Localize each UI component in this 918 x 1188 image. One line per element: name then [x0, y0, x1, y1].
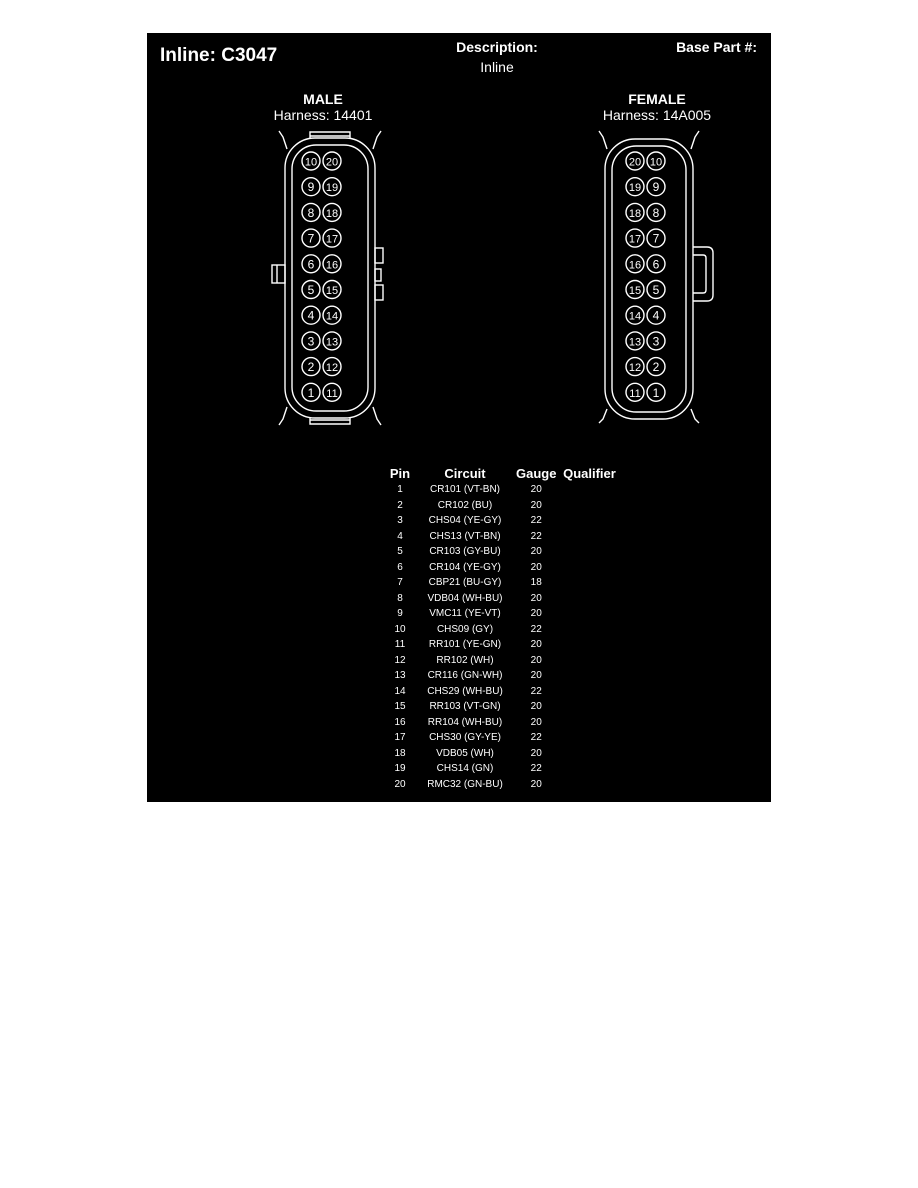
male-pin-label: 8 [307, 205, 315, 220]
table-row [383, 668, 619, 684]
header-pin: Pin [389, 466, 411, 481]
male-pin-label: 19 [325, 182, 339, 195]
female-harness: Harness: 14A005 [602, 107, 712, 123]
gauge-cell: 22 [530, 623, 542, 635]
qualifier-cell [559, 668, 619, 684]
male-pin-label: 5 [307, 283, 315, 297]
qualifier-cell [559, 637, 619, 653]
female-pin-label: 12 [628, 362, 642, 375]
pin-cell: 13 [394, 670, 406, 681]
header-circuit: Circuit [444, 466, 486, 481]
female-hook-br [691, 409, 699, 423]
pin-cell: 1 [397, 484, 403, 495]
female-pin-label: 10 [649, 156, 663, 169]
gauge-cell: 20 [530, 716, 542, 728]
male-hook-br [373, 407, 381, 425]
male-pin-label: 3 [307, 334, 315, 349]
circuit-cell: CHS29 (WH-BU) [427, 685, 503, 697]
male-pin-label: 13 [325, 336, 339, 349]
circuit-cell: VDB05 (WH) [436, 747, 494, 759]
female-pin-label: 11 [629, 387, 641, 400]
female-pin-label: 7 [652, 231, 660, 246]
description-value: Inline [480, 59, 514, 75]
female-pin-label: 9 [652, 180, 660, 195]
male-connector [272, 131, 383, 425]
male-pin-label: 14 [325, 310, 339, 323]
pin-cell: 8 [397, 592, 403, 604]
circuit-cell: CHS04 (YE-GY) [428, 515, 502, 526]
female-pin-label: 17 [628, 233, 642, 246]
female-pin-label: 4 [652, 308, 660, 323]
male-pin-label: 17 [325, 233, 339, 246]
male-harness: Harness: 14401 [273, 107, 373, 123]
circuit-cell: RR101 (YE-GN) [428, 639, 502, 650]
male-pin-label: 10 [304, 156, 318, 169]
male-pin-label: 16 [325, 259, 339, 272]
pin-cell: 17 [394, 732, 406, 743]
gauge-cell: 20 [530, 546, 542, 557]
table-row [383, 761, 619, 777]
male-pin-label: 1 [307, 385, 315, 400]
qualifier-cell [559, 777, 619, 793]
male-right-tab-2 [375, 269, 381, 281]
table-row [383, 591, 619, 607]
header-qualifier: Qualifier [563, 466, 616, 481]
male-pin-label: 18 [325, 207, 339, 220]
table-row [383, 699, 619, 715]
male-hook-tl [279, 131, 287, 149]
table-row [383, 637, 619, 653]
gauge-cell: 20 [530, 639, 542, 650]
pin-cell: 15 [394, 701, 406, 712]
pin-cell: 14 [394, 685, 406, 697]
male-pin-label: 15 [325, 285, 339, 297]
female-pin-label: 1 [652, 385, 660, 400]
circuit-cell: VMC11 (YE-VT) [429, 608, 501, 619]
table-row [383, 622, 619, 638]
table-row [383, 513, 619, 529]
gauge-cell: 22 [530, 685, 542, 697]
gauge-cell: 22 [530, 530, 542, 542]
pin-cell: 2 [397, 499, 403, 511]
qualifier-cell [559, 699, 619, 715]
header-gauge: Gauge [516, 466, 557, 481]
circuit-cell: CHS14 (GN) [436, 763, 494, 774]
pin-cell: 9 [397, 608, 403, 619]
gauge-cell: 20 [530, 484, 542, 495]
qualifier-cell [559, 591, 619, 607]
qualifier-cell [559, 622, 619, 638]
pin-cell: 6 [397, 561, 403, 573]
gauge-cell: 22 [530, 515, 542, 526]
qualifier-cell [559, 746, 619, 762]
table-row [383, 575, 619, 591]
circuit-cell: CR116 (GN-WH) [427, 670, 503, 681]
table-row [383, 715, 619, 731]
pin-cell: 12 [394, 654, 406, 666]
male-pin-label: 4 [307, 308, 315, 323]
male-right-tab-1 [375, 248, 383, 263]
female-pin-label: 15 [628, 285, 642, 297]
table-row [383, 684, 619, 700]
male-pin-label: 20 [325, 156, 339, 169]
male-hook-tr [373, 131, 381, 149]
female-pin-label: 18 [628, 207, 642, 220]
male-pin-label: 9 [307, 180, 315, 195]
qualifier-cell [559, 715, 619, 731]
circuit-cell: RR102 (WH) [436, 654, 494, 666]
male-pin-label: 2 [307, 360, 315, 375]
circuit-cell: CR104 (YE-GY) [429, 561, 501, 573]
base-part-label: Base Part #: [676, 39, 757, 55]
female-pin-label: 3 [652, 334, 660, 349]
qualifier-cell [559, 513, 619, 529]
qualifier-cell [559, 761, 619, 777]
table-row [383, 653, 619, 669]
pin-cell: 20 [394, 778, 406, 790]
qualifier-cell [559, 684, 619, 700]
qualifier-cell [559, 529, 619, 545]
qualifier-cell [559, 544, 619, 560]
circuit-cell: CR103 (GY-BU) [429, 546, 501, 557]
table-row [383, 529, 619, 545]
connector-drawings [147, 33, 771, 463]
table-row [383, 606, 619, 622]
pin-circuit-table [383, 465, 619, 792]
pin-cell: 7 [397, 577, 403, 588]
pin-cell: 5 [397, 546, 403, 557]
gauge-cell: 18 [530, 577, 542, 588]
circuit-cell: RR103 (VT-GN) [429, 701, 501, 712]
male-pin-label: 11 [326, 387, 338, 400]
table-row [383, 746, 619, 762]
female-hook-bl [599, 409, 607, 423]
gauge-cell: 22 [530, 763, 542, 774]
circuit-cell: CHS09 (GY) [436, 623, 494, 635]
table-row [383, 498, 619, 514]
female-pin-label: 8 [652, 205, 660, 220]
description-label: Description: [456, 39, 538, 55]
qualifier-cell [559, 482, 619, 498]
female-pin-label: 6 [652, 257, 660, 272]
gauge-cell: 20 [530, 499, 542, 511]
male-pin-label: 6 [307, 257, 315, 272]
female-hook-tr [691, 131, 699, 149]
gauge-cell: 22 [530, 732, 542, 743]
circuit-cell: RR104 (WH-BU) [427, 716, 503, 728]
qualifier-cell [559, 560, 619, 576]
table-header-row [383, 465, 619, 482]
male-pin-label: 12 [325, 362, 339, 375]
circuit-cell: VDB04 (WH-BU) [427, 592, 503, 604]
table-row [383, 544, 619, 560]
qualifier-cell [559, 653, 619, 669]
pin-cell: 11 [394, 639, 406, 650]
circuit-cell: CR102 (BU) [437, 499, 493, 511]
table-row [383, 560, 619, 576]
circuit-cell: CBP21 (BU-GY) [428, 577, 502, 588]
pin-cell: 19 [394, 763, 406, 774]
gauge-cell: 20 [530, 747, 542, 759]
circuit-cell: CHS13 (VT-BN) [429, 530, 501, 542]
gauge-cell: 20 [530, 701, 542, 712]
gauge-cell: 20 [530, 592, 542, 604]
female-connector [599, 131, 713, 423]
connector-panel [147, 33, 771, 802]
pin-cell: 4 [397, 530, 403, 542]
pin-cell: 16 [394, 716, 406, 728]
circuit-cell: CR101 (VT-BN) [429, 484, 500, 495]
circuit-cell: CHS30 (GY-YE) [429, 732, 501, 743]
female-pin-label: 19 [628, 182, 642, 195]
male-label: MALE [303, 91, 343, 107]
female-pin-label: 13 [628, 336, 642, 349]
male-left-tab [272, 265, 285, 283]
female-pin-label: 2 [652, 360, 660, 375]
table-row [383, 777, 619, 793]
female-pin-label: 20 [628, 156, 642, 169]
female-hook-tl [599, 131, 607, 149]
gauge-cell: 20 [530, 654, 542, 666]
male-pin-label: 7 [307, 231, 315, 246]
pin-cell: 18 [394, 747, 406, 759]
female-pin-label: 14 [628, 310, 642, 323]
pin-cell: 10 [394, 623, 406, 635]
pin-cell: 3 [397, 515, 403, 526]
circuit-cell: RMC32 (GN-BU) [427, 778, 503, 790]
gauge-cell: 20 [530, 670, 542, 681]
gauge-cell: 20 [530, 561, 542, 573]
connector-title: Inline: C3047 [160, 45, 278, 66]
table-row [383, 482, 619, 498]
gauge-cell: 20 [530, 608, 542, 619]
male-hook-bl [279, 407, 287, 425]
qualifier-cell [559, 498, 619, 514]
gauge-cell: 20 [530, 778, 542, 790]
male-right-tab-3 [375, 285, 383, 300]
female-label: FEMALE [628, 91, 686, 107]
female-pin-label: 5 [652, 283, 660, 297]
female-pin-label: 16 [628, 259, 642, 272]
qualifier-cell [559, 606, 619, 622]
table-row [383, 730, 619, 746]
qualifier-cell [559, 575, 619, 591]
qualifier-cell [559, 730, 619, 746]
